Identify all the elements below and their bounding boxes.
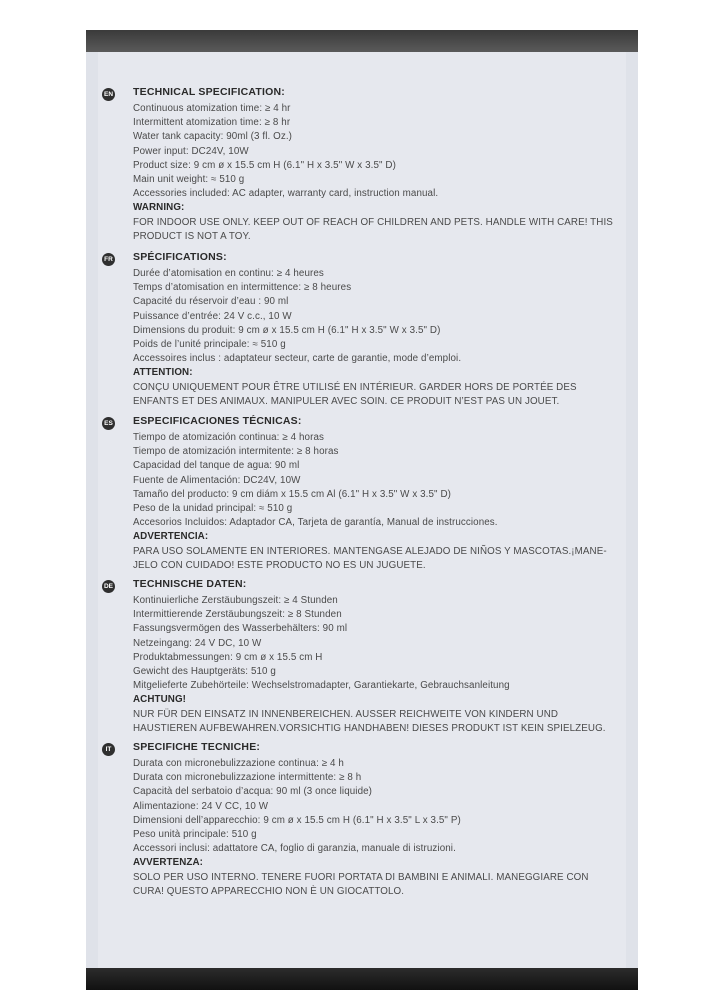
spec-line: Dimensions du produit: 9 cm ø x 15.5 cm H (6.1" H x 3.5" W x 3.5" D) bbox=[133, 324, 441, 336]
warning-label: ATTENTION: bbox=[133, 367, 193, 379]
spec-line: Capacità del serbatoio d’acqua: 90 ml (3 once liquide) bbox=[133, 786, 373, 798]
spec-line: Accessories included: AC adapter, warranty card, instruction manual. bbox=[133, 188, 439, 200]
spec-line: Gewicht des Hauptgeräts: 510 g bbox=[133, 666, 276, 678]
spec-line: Intermittierende Zerstäubungszeit: ≥ 8 Stunden bbox=[133, 609, 342, 621]
spec-line: Fassungsvermögen des Wasserbehälters: 90 ml bbox=[133, 623, 348, 635]
spec-line: Product size: 9 cm ø x 15.5 cm H (6.1" H x 3.5" W x 3.5" D) bbox=[133, 159, 396, 171]
spec-line: Dimensioni dell’apparecchio: 9 cm ø x 15.5 cm H (6.1" H x 3.5" L x 3.5" P) bbox=[133, 814, 461, 826]
spec-line: Capacité du réservoir d’eau : 90 ml bbox=[133, 296, 289, 308]
spec-line: Durata con micronebulizzazione continua: ≥ 4 h bbox=[133, 758, 344, 769]
warning-text: NUR FÜR DEN EINSATZ IN INNENBEREICHEN. AUSSER REICHWEITE VON KINDERN UND HAUSTIEREN AUFBEWAHREN.VORSICHTIG HANDHABEN! DIESES PRODUKT IST KEIN SPIELZEUG. bbox=[133, 708, 606, 734]
spec-line: Power input: DC24V, 10W bbox=[133, 145, 249, 157]
warning-label: WARNING: bbox=[133, 202, 185, 214]
section-heading: TECHNICAL SPECIFICATION: bbox=[133, 86, 285, 98]
spec-line: Main unit weight: ≈ 510 g bbox=[133, 174, 245, 186]
language-badge-icon: IT bbox=[102, 743, 115, 756]
spec-line: Capacidad del tanque de agua: 90 ml bbox=[133, 460, 300, 472]
language-badge-icon: DE bbox=[102, 580, 115, 593]
spec-line: Netzeingang: 24 V DC, 10 W bbox=[133, 637, 262, 649]
spec-line: Puissance d’entrée: 24 V c.c., 10 W bbox=[133, 310, 292, 322]
warning-text: PARA USO SOLAMENTE EN INTERIORES. MANTENGASE ALEJADO DE NIÑOS Y MASCOTAS.¡MANE-JELO CON CUIDADO! ESTE PRODUCTO NO ES UN JUGUETE. bbox=[133, 545, 607, 571]
warning-text: FOR INDOOR USE ONLY. KEEP OUT OF REACH OF CHILDREN AND PETS. HANDLE WITH CARE! THIS PRODUCT IS NOT A TOY. bbox=[133, 216, 613, 242]
spec-line: Tamaño del producto: 9 cm diám x 15.5 cm Al (6.1" H x 3.5" W x 3.5" D) bbox=[133, 488, 451, 500]
spec-line: Temps d’atomisation en intermittence: ≥ 8 heures bbox=[133, 282, 352, 294]
section-heading: SPÉCIFICATIONS: bbox=[133, 251, 227, 263]
spec-line: Durata con micronebulizzazione intermittente: ≥ 8 h bbox=[133, 772, 362, 784]
warning-text: CONÇU UNIQUEMENT POUR ÊTRE UTILISÉ EN INTÉRIEUR. GARDER HORS DE PORTÉE DES ENFANTS ET DES ANIMAUX. MANIPULER AVEC SOIN. CE PRODUIT N’EST PAS UN JOUET. bbox=[133, 381, 577, 407]
spec-line: Kontinuierliche Zerstäubungszeit: ≥ 4 Stunden bbox=[133, 595, 338, 606]
spec-line: Accessori inclusi: adattatore CA, foglio di garanzia, manuale di istruzioni. bbox=[133, 843, 456, 855]
spec-line: Accesorios Incluidos: Adaptador CA, Tarjeta de garantía, Manual de instrucciones. bbox=[133, 517, 498, 529]
spec-line: Peso unità principale: 510 g bbox=[133, 829, 257, 841]
spec-line: Durée d’atomisation en continu: ≥ 4 heures bbox=[133, 268, 324, 279]
spec-line: Tiempo de atomización intermitente: ≥ 8 horas bbox=[133, 446, 339, 458]
warning-label: ADVERTENCIA: bbox=[133, 531, 209, 543]
spec-line: Peso de la unidad principal: ≈ 510 g bbox=[133, 503, 293, 515]
warning-text: SOLO PER USO INTERNO. TENERE FUORI PORTATA DI BAMBINI E ANIMALI. MANEGGIARE CON CURA! QUESTO APPARECCHIO NON È UN GIOCATTOLO. bbox=[133, 871, 589, 897]
box-top-edge bbox=[86, 30, 638, 52]
spec-line: Produktabmessungen: 9 cm ø x 15.5 cm H bbox=[133, 651, 323, 663]
spec-line: Water tank capacity: 90ml (3 fl. Oz.) bbox=[133, 131, 293, 143]
language-badge-icon: FR bbox=[102, 253, 115, 266]
section-heading: SPECIFICHE TECNICHE: bbox=[133, 741, 261, 753]
spec-line: Continuous atomization time: ≥ 4 hr bbox=[133, 103, 291, 114]
box-bottom-edge bbox=[86, 968, 638, 990]
spec-line: Accessoires inclus : adaptateur secteur, carte de garantie, mode d’emploi. bbox=[133, 353, 462, 365]
spec-line: Mitgelieferte Zubehörteile: Wechselstromadapter, Garantiekarte, Gebrauchsanleitung bbox=[133, 680, 510, 692]
spec-line: Intermittent atomization time: ≥ 8 hr bbox=[133, 117, 291, 129]
spec-line: Poids de l’unité principale: ≈ 510 g bbox=[133, 339, 286, 351]
spec-line: Fuente de Alimentación: DC24V, 10W bbox=[133, 474, 301, 486]
warning-label: ACHTUNG! bbox=[133, 694, 187, 706]
language-badge-icon: ES bbox=[102, 417, 115, 430]
spec-line: Tiempo de atomización continua: ≥ 4 horas bbox=[133, 432, 325, 443]
section-heading: TECHNISCHE DATEN: bbox=[133, 578, 247, 590]
section-heading: ESPECIFICACIONES TÉCNICAS: bbox=[133, 415, 302, 427]
warning-label: AVVERTENZA: bbox=[133, 857, 204, 869]
spec-line: Alimentazione: 24 V CC, 10 W bbox=[133, 800, 269, 812]
language-badge-icon: EN bbox=[102, 88, 115, 101]
